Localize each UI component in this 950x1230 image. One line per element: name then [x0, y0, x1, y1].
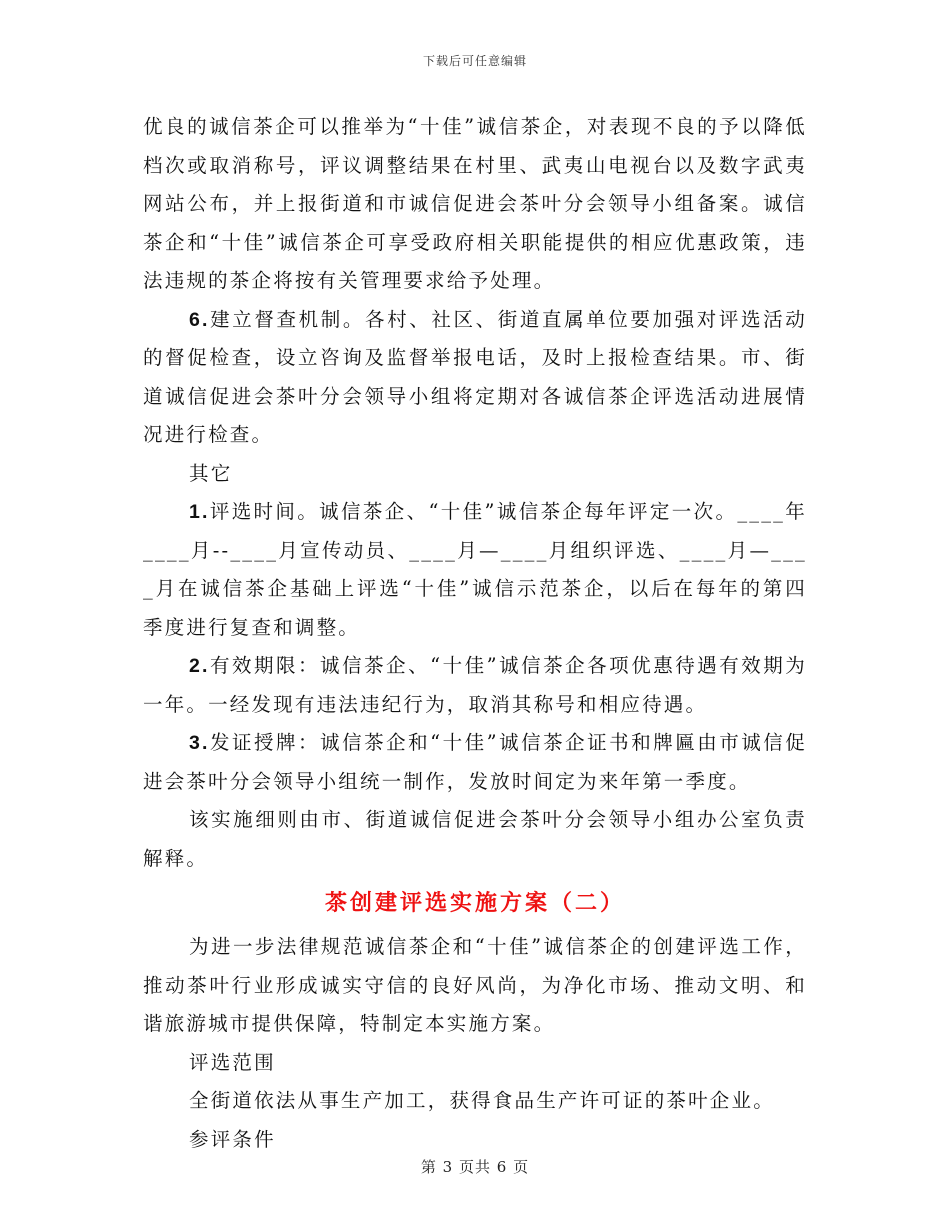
document-body	[143, 108, 807, 1159]
paragraph-interpretation: 该实施细则由市、街道诚信促进会茶叶分会领导小组办公室负责解释。	[143, 808, 807, 870]
item-text: 评选时间。诚信茶企、“十佳”诚信茶企每年评定一次。____年____月--____月宣传动员、____月—____月组织评选、____月—____月在诚信茶企基础上评选“十佳”诚信示范茶企，以后在每年的第四季度进行复查和调整。	[143, 500, 807, 639]
item-number: 6.	[189, 308, 210, 331]
paragraph-scope: 全街道依法从事生产加工，获得食品生产许可证的茶叶企业。	[189, 1089, 775, 1112]
page-footer: 第 3 页共 6 页	[420, 1158, 530, 1176]
section-heading-other: 其它	[189, 461, 233, 485]
item-number: 3.	[189, 732, 210, 754]
section-heading-criteria: 参评条件	[189, 1127, 276, 1151]
item-text: 有效期限：诚信茶企、“十佳”诚信茶企各项优惠待遇有效期为一年。一经发现有违法违纪行为，取消其称号和相应待遇。	[143, 654, 807, 716]
item-1-selection-time	[143, 493, 807, 647]
item-3-certificate	[143, 724, 807, 801]
item-number: 1.	[189, 501, 210, 523]
paragraph-ranking-adjustment: 优良的诚信茶企可以推举为“十佳”诚信茶企，对表现不良的予以降低档次或取消称号，评议调整结果在村里、武夷山电视台以及数字武夷网站公布，并上报街道和市诚信促进会茶叶分会领导小组备案。诚信茶企和“十佳”诚信茶企可享受政府相关职能提供的相应优惠政策，违法违规的茶企将按有关管理要求给予处理。	[143, 115, 807, 292]
section-title: 茶创建评选实施方案（二）	[324, 890, 625, 916]
item-2-validity	[143, 647, 807, 724]
page-header: 下载后可任意编辑	[422, 54, 527, 68]
section-heading-scope: 评选范围	[189, 1050, 276, 1074]
item-text: 建立督查机制。各村、社区、街道直属单位要加强对评选活动的督促检查，设立咨询及监督举报电话，及时上报检查结果。市、街道诚信促进会茶叶分会领导小组将定期对各诚信茶企评选活动进展情况进行检查。	[143, 307, 807, 446]
item-6-supervision	[143, 301, 807, 455]
item-text: 发证授牌：诚信茶企和“十佳”诚信茶企证书和牌匾由市诚信促进会茶叶分会领导小组统一制作，发放时间定为来年第一季度。	[143, 731, 807, 793]
item-number: 2.	[189, 655, 210, 677]
paragraph-purpose: 为进一步法律规范诚信茶企和“十佳”诚信茶企的创建评选工作，推动茶叶行业形成诚实守信的良好风尚，为净化市场、推动文明、和谐旅游城市提供保障，特制定本实施方案。	[143, 935, 807, 1035]
